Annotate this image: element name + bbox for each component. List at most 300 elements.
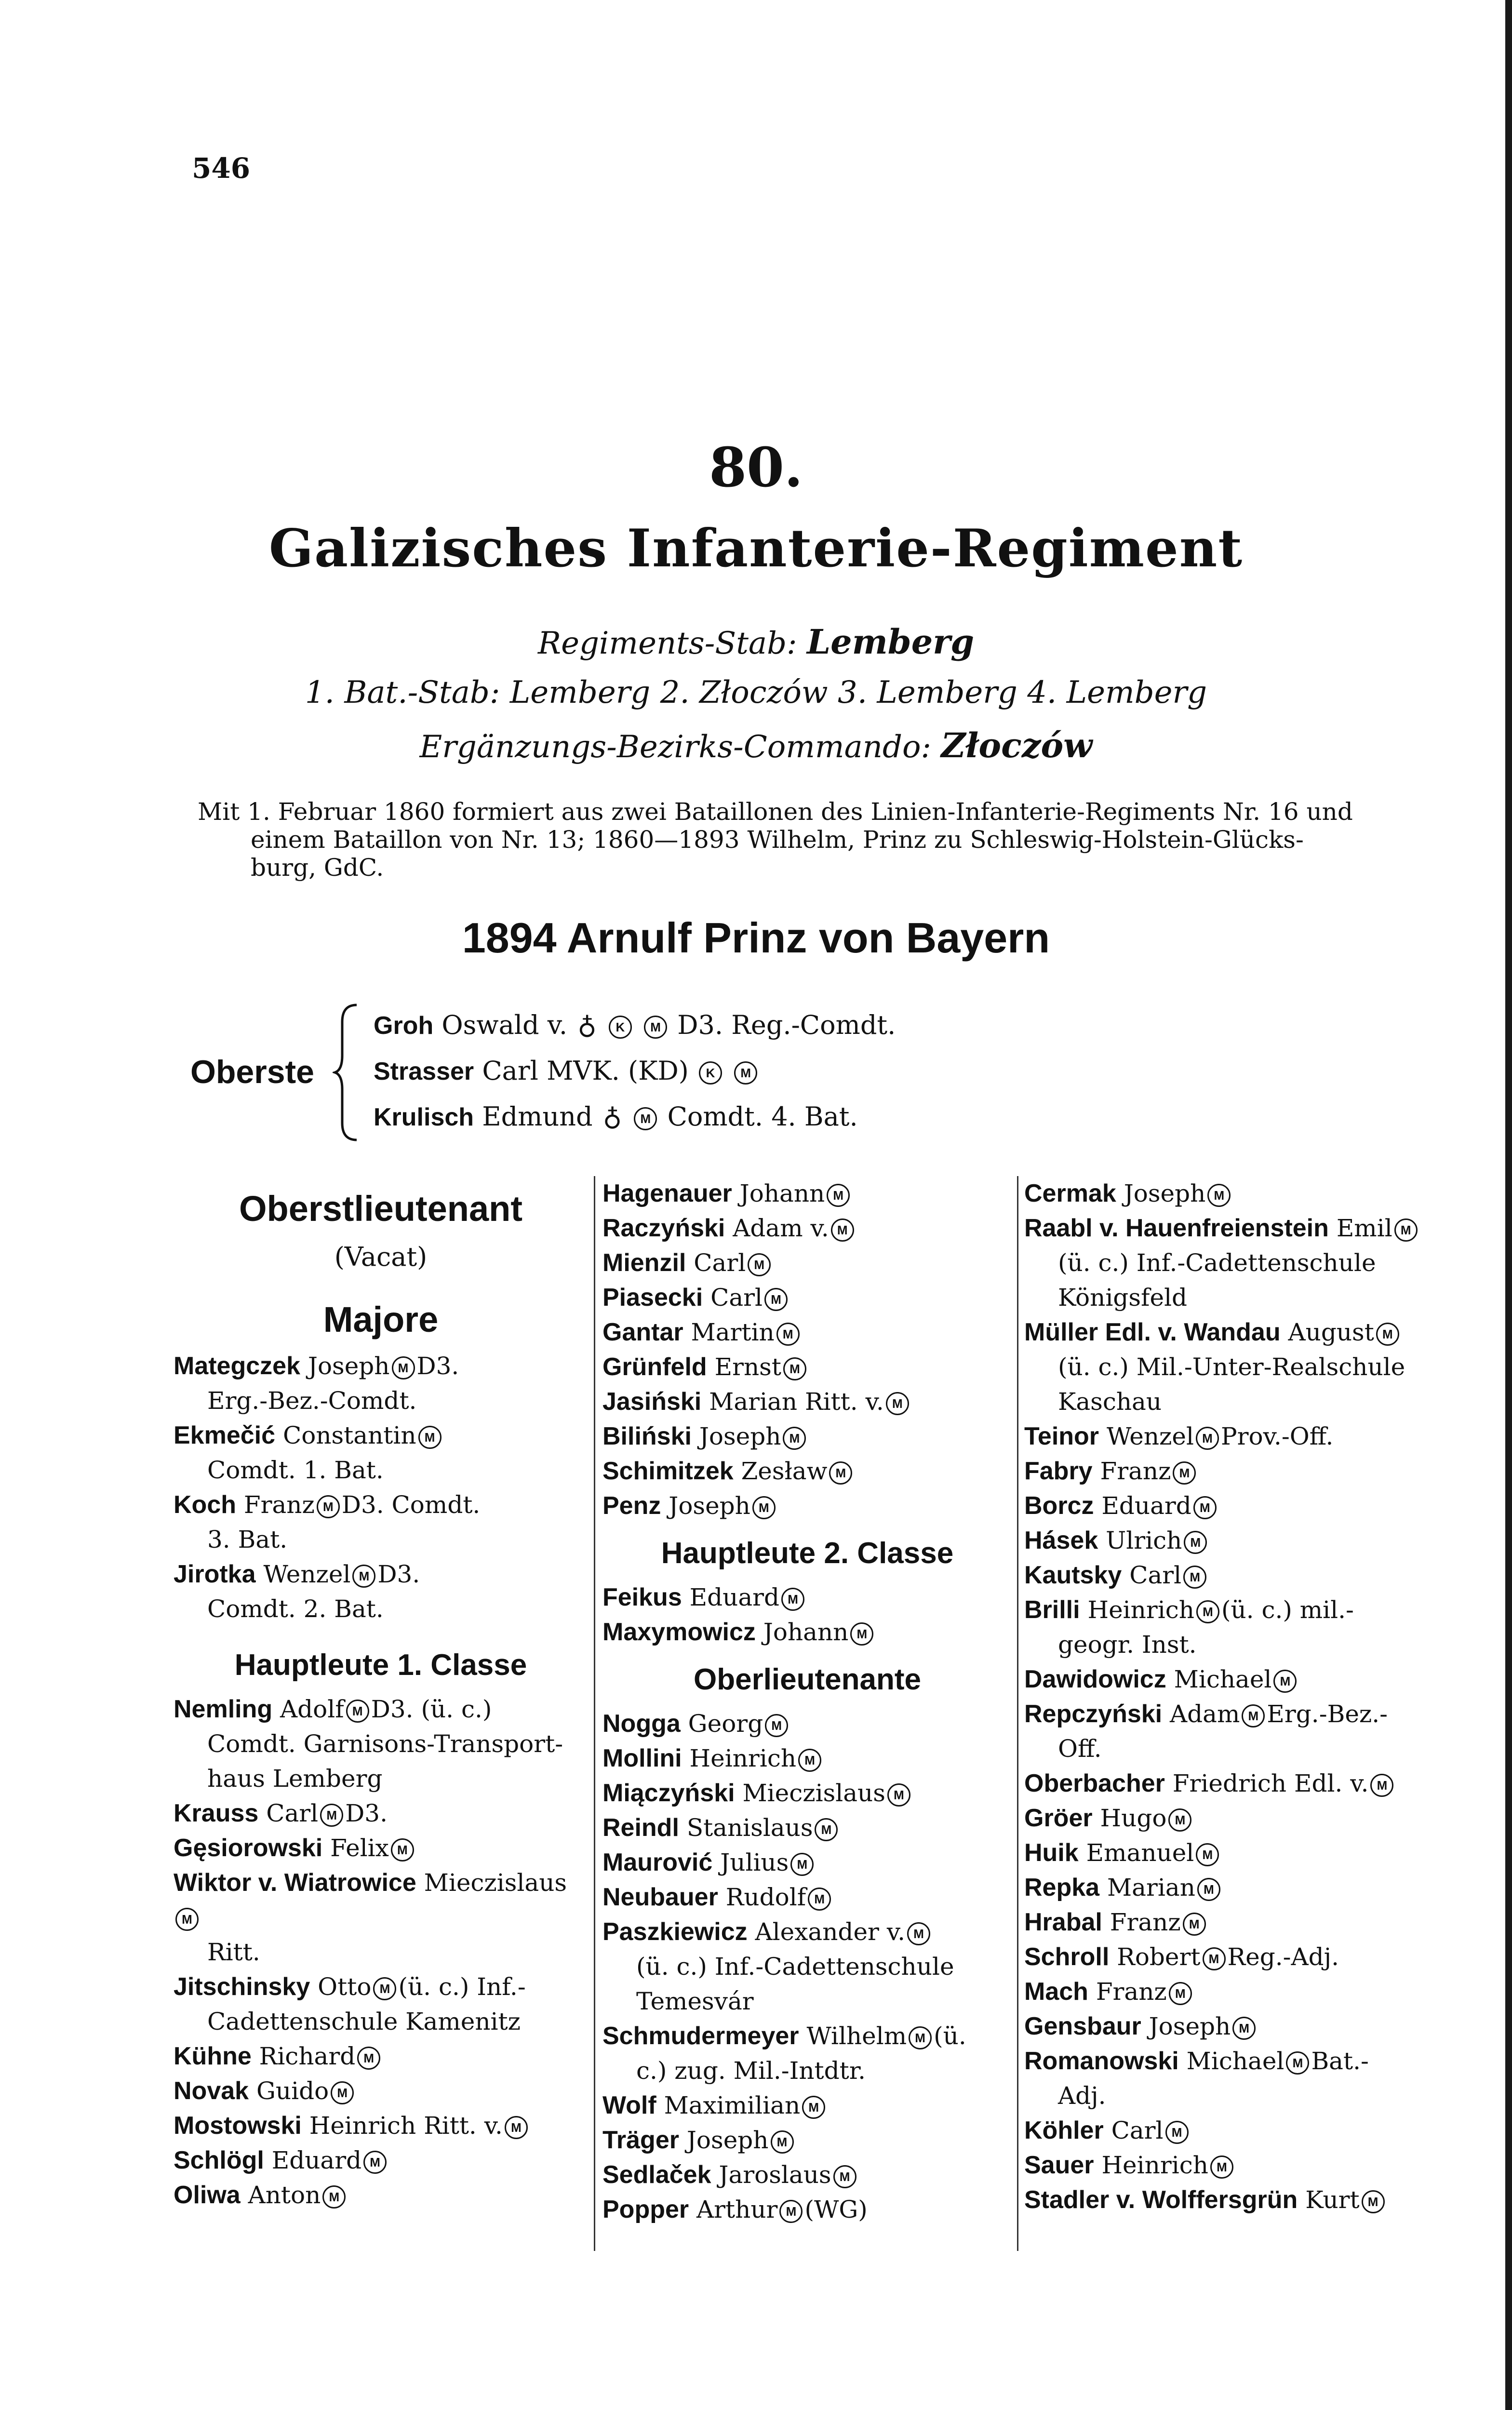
entry-name: Nemling <box>174 1695 273 1723</box>
m-icon: M <box>322 2185 346 2209</box>
list-item <box>1024 2182 1458 2217</box>
regiment-chief: 1894 Arnulf Prinz von Bayern <box>462 914 1050 962</box>
entry-name: Huik <box>1024 1839 1079 1867</box>
entry-given: Joseph <box>1124 1179 1206 1207</box>
entry-line <box>1024 1419 1458 1454</box>
list-item <box>1024 1593 1458 1662</box>
entry-given: Heinrich Ritt. v. <box>309 2112 503 2140</box>
entry-line <box>1024 1905 1458 1940</box>
list-item <box>1024 2148 1458 2182</box>
entry-name: Mollini <box>602 1744 682 1772</box>
m-icon: M <box>887 1783 910 1807</box>
entry-line <box>174 1865 588 1935</box>
entry-given: Hugo <box>1100 1804 1167 1832</box>
entry-line <box>602 1741 1012 1776</box>
entry-tail: Bat.- <box>1311 2047 1369 2075</box>
entry-line <box>602 1454 1012 1488</box>
entry-tail: D3. (ü. c.) <box>371 1695 492 1723</box>
entry-given: Carl <box>710 1284 763 1312</box>
list-item <box>602 1454 1012 1488</box>
entry-given: Otto <box>318 1973 372 2001</box>
list-item <box>602 1880 1012 1915</box>
entry-given: Emanuel <box>1086 1839 1194 1867</box>
column-divider <box>594 1176 595 2251</box>
majore-list <box>174 1349 588 1626</box>
entry-line <box>602 1315 1012 1350</box>
entry-given: Maximilian <box>664 2091 801 2119</box>
entry-name: Brilli <box>1024 1596 1080 1624</box>
m-icon: M <box>1232 2017 1256 2040</box>
entry-given: Heinrich <box>689 1744 797 1772</box>
entry-line <box>1024 1870 1458 1905</box>
entry-tail: (WG) <box>804 2196 868 2223</box>
entry-line <box>602 1880 1012 1915</box>
entry-name: Sauer <box>1024 2151 1094 2179</box>
entry-name: Krauss <box>174 1799 259 1827</box>
m-icon: M <box>764 1288 788 1311</box>
entry-continuation: Königsfeld <box>1058 1284 1188 1312</box>
entry-name: Hagenauer <box>602 1179 732 1207</box>
entry-tail: D3. <box>377 1560 420 1588</box>
list-item <box>174 1487 588 1557</box>
m-icon: M <box>373 1977 396 2000</box>
entry-given: August <box>1288 1318 1374 1346</box>
entry-line <box>1024 2009 1458 2044</box>
entry-continuation: Off. <box>1058 1735 1102 1763</box>
list-item <box>1024 1974 1458 2009</box>
entry-given: Georg <box>688 1710 763 1738</box>
list-item <box>602 1845 1012 1880</box>
oberste-name: Strasser <box>374 1058 474 1085</box>
list-item <box>1024 1419 1458 1454</box>
entry-line <box>174 1349 588 1383</box>
entry-given: Heinrich <box>1101 2151 1208 2179</box>
entry-line <box>1024 2044 1458 2078</box>
entry-given: Friedrich Edl. v. <box>1172 1769 1369 1797</box>
list-item <box>174 1831 588 1865</box>
list-item <box>602 2123 1012 2157</box>
entry-name: Oberbacher <box>1024 1769 1165 1797</box>
m-icon: M <box>392 1356 415 1379</box>
battalions-line: 1. Bat.-Stab: Lemberg 2. Złoczów 3. Lemberg 4. Lemberg <box>305 675 1207 710</box>
entry-name: Mategczek <box>174 1352 300 1380</box>
entry-given: Joseph <box>669 1492 750 1520</box>
k-icon: K <box>699 1061 722 1084</box>
list-item <box>602 1615 1012 1649</box>
entry-name: Repczyński <box>1024 1700 1163 1728</box>
m-icon: M <box>1197 1878 1220 1901</box>
entry-continuation: c.) zug. Mil.-Intdtr. <box>636 2057 866 2085</box>
entry-tail: Erg.-Bez.- <box>1267 1700 1388 1728</box>
entry-name: Müller Edl. v. Wandau <box>1024 1318 1281 1346</box>
entry-name: Köhler <box>1024 2116 1104 2144</box>
list-item <box>174 1418 588 1487</box>
entry-given: Adam v. <box>733 1214 829 1242</box>
entry-name: Mostowski <box>174 2112 302 2140</box>
m-icon: M <box>1376 1323 1399 1346</box>
m-icon: M <box>909 2026 932 2049</box>
list-item <box>602 1488 1012 1523</box>
entry-given: Ulrich <box>1106 1526 1182 1554</box>
m-icon: M <box>1242 1704 1265 1727</box>
oberste-tail: D3. Reg.-Comdt. <box>677 1010 896 1040</box>
m-icon: M <box>752 1496 776 1519</box>
list-item <box>1024 1558 1458 1593</box>
entry-line <box>602 1580 1012 1615</box>
m-icon: M <box>815 1818 838 1841</box>
entry-name: Penz <box>602 1492 661 1520</box>
entry-given: Emil <box>1336 1214 1392 1242</box>
entry-line <box>602 1211 1012 1245</box>
list-item <box>602 1280 1012 1315</box>
entry-tail: D3. Comdt. <box>341 1491 481 1519</box>
entry-continuation: Comdt. 1. Bat. <box>207 1456 384 1484</box>
entry-line <box>174 1796 588 1831</box>
entry-name: Fabry <box>1024 1457 1093 1485</box>
entry-name: Gröer <box>1024 1804 1093 1832</box>
entry-name: Reindl <box>602 1814 679 1842</box>
entry-line <box>1024 2113 1458 2148</box>
entry-name: Hrabal <box>1024 1908 1102 1936</box>
entry-name: Maxymowicz <box>602 1618 756 1646</box>
m-icon: M <box>175 1908 199 1931</box>
entry-name: Dawidowicz <box>1024 1665 1166 1693</box>
list-item <box>174 2108 588 2143</box>
entry-given: Johann <box>739 1179 825 1207</box>
oberste-name: Groh <box>374 1012 434 1040</box>
entry-continuation: geogr. Inst. <box>1058 1631 1197 1659</box>
hauptleute2-list <box>602 1580 1012 1649</box>
m-icon: M <box>1165 2121 1189 2144</box>
oberste-name: Krulisch <box>374 1103 474 1131</box>
entry-name: Paszkiewicz <box>602 1918 748 1946</box>
list-item <box>1024 1697 1458 1766</box>
list-item <box>602 1315 1012 1350</box>
entry-given: Mieczislaus <box>424 1869 567 1897</box>
entry-continuation: Adj. <box>1058 2082 1106 2110</box>
entry-continuation: Comdt. 2. Bat. <box>207 1595 384 1623</box>
entry-given: Joseph <box>699 1422 781 1450</box>
list-item <box>174 1865 588 1969</box>
staff-label: Regiments-Stab: <box>537 626 797 661</box>
entry-line <box>602 1384 1012 1419</box>
list-item <box>174 1796 588 1831</box>
entry-name: Repka <box>1024 1874 1100 1901</box>
entry-line <box>174 1969 588 2004</box>
entry-line <box>602 1280 1012 1315</box>
m-icon: M <box>798 1749 821 1772</box>
m-icon: M <box>802 2096 825 2119</box>
entry-line <box>174 1418 588 1453</box>
m-icon: M <box>1173 1461 1196 1485</box>
entry-line <box>602 1915 1012 1949</box>
col2-top-list <box>602 1176 1012 1523</box>
entry-continuation: haus Lemberg <box>207 1765 383 1793</box>
entry-line <box>1024 1801 1458 1835</box>
entry-given: Marian <box>1107 1874 1195 1901</box>
entry-name: Ekmečić <box>174 1421 276 1449</box>
entry-name: Gantar <box>602 1318 683 1346</box>
oberste-given: Edmund <box>482 1101 593 1132</box>
entry-line <box>602 1488 1012 1523</box>
entry-line <box>602 1845 1012 1880</box>
entry-line <box>1024 1766 1458 1801</box>
entry-line <box>602 1615 1012 1649</box>
entry-line <box>174 2039 588 2074</box>
entry-name: Jitschinsky <box>174 1973 310 2001</box>
list-item <box>174 2143 588 2178</box>
m-icon: M <box>352 1565 375 1588</box>
hauptleute1-heading: Hauptleute 1. Classe <box>234 1648 527 1682</box>
entry-given: Michael <box>1186 2047 1285 2075</box>
k-icon: K <box>609 1016 632 1039</box>
list-item <box>174 2039 588 2074</box>
entry-name: Kühne <box>174 2042 252 2070</box>
entry-name: Grünfeld <box>602 1353 707 1381</box>
vacat-note: (Vacat) <box>334 1242 428 1272</box>
oberstlieutenant-heading: Oberstlieutenant <box>239 1189 522 1229</box>
entry-name: Popper <box>602 2196 689 2223</box>
m-icon: M <box>1193 1496 1217 1519</box>
entry-name: Nogga <box>602 1710 681 1738</box>
list-item <box>602 1384 1012 1419</box>
entry-name: Wolf <box>602 2091 656 2119</box>
m-icon: M <box>505 2116 528 2139</box>
entry-line <box>1024 1697 1458 1731</box>
oberste-row <box>374 1048 896 1094</box>
majore-heading: Majore <box>323 1299 439 1339</box>
entry-continuation: 3. Bat. <box>207 1526 288 1553</box>
oberste-list <box>374 1003 896 1140</box>
entry-given: Heinrich <box>1087 1596 1194 1624</box>
list-item <box>1024 1662 1458 1697</box>
entry-name: Gęsiorowski <box>174 1834 323 1862</box>
entry-given: Martin <box>691 1318 775 1346</box>
staff-place: Lemberg <box>806 622 975 662</box>
entry-continuation: (ü. c.) Mil.-Unter-Realschule <box>1058 1353 1405 1381</box>
cross-icon: ♁ <box>602 1101 622 1132</box>
list-item <box>1024 1801 1458 1835</box>
entry-line <box>1024 1940 1458 1974</box>
entry-name: Jirotka <box>174 1560 256 1588</box>
list-item <box>1024 1835 1458 1870</box>
list-item <box>1024 2009 1458 2044</box>
m-icon: M <box>907 1922 930 1945</box>
list-item <box>602 2157 1012 2192</box>
entry-name: Schlögl <box>174 2146 264 2174</box>
entry-line <box>602 1350 1012 1384</box>
entry-name: Mienzil <box>602 1249 686 1277</box>
entry-given: Marian Ritt. v. <box>709 1388 884 1416</box>
entry-given: Kurt <box>1305 2186 1360 2214</box>
entry-continuation: Temesvár <box>636 1987 754 2015</box>
entry-tail: (ü. c.) Inf.- <box>398 1973 526 2001</box>
entry-given: Franz <box>243 1491 315 1519</box>
entry-given: Julius <box>720 1848 789 1876</box>
entry-name: Teinor <box>1024 1422 1099 1450</box>
entry-given: Eduard <box>271 2146 362 2174</box>
list-item <box>174 1557 588 1626</box>
entry-name: Neubauer <box>602 1883 718 1911</box>
entry-name: Feikus <box>602 1583 682 1611</box>
entry-given: Adolf <box>280 1695 344 1723</box>
entry-tail: Prov.-Off. <box>1220 1422 1334 1450</box>
list-item <box>602 2088 1012 2123</box>
entry-line <box>174 1487 588 1522</box>
entry-line <box>1024 1315 1458 1350</box>
m-icon: M <box>790 1853 814 1876</box>
entry-line <box>1024 1593 1458 1627</box>
entry-name: Romanowski <box>1024 2047 1179 2075</box>
m-icon: M <box>886 1392 909 1415</box>
entry-given: Ernst <box>714 1353 781 1381</box>
entry-given: Mieczislaus <box>742 1779 885 1807</box>
entry-given: Zesław <box>741 1457 828 1485</box>
entry-given: Joseph <box>1149 2012 1231 2040</box>
entry-name: Novak <box>174 2077 249 2105</box>
m-icon: M <box>771 2130 794 2154</box>
m-icon: M <box>1169 1982 1192 2005</box>
m-icon: M <box>1168 1808 1191 1832</box>
entry-given: Jaroslaus <box>719 2161 831 2189</box>
list-item <box>602 1350 1012 1384</box>
entry-continuation: Comdt. Garnisons-Transport- <box>207 1730 563 1758</box>
list-item <box>174 1349 588 1418</box>
entry-line <box>602 1706 1012 1741</box>
entry-name: Oliwa <box>174 2181 241 2209</box>
entry-line <box>602 2192 1012 2227</box>
m-icon: M <box>781 1588 804 1611</box>
intro-line-2: einem Bataillon von Nr. 13; 1860—1893 Wilhelm, Prinz zu Schleswig-Holstein-Glücks- <box>251 826 1304 854</box>
m-icon: M <box>1196 1600 1219 1623</box>
entry-tail: (ü. c.) mil.- <box>1221 1596 1354 1624</box>
m-icon: M <box>1210 2156 1233 2179</box>
m-icon: M <box>831 1218 854 1242</box>
entry-continuation: (ü. c.) Inf.-Cadettenschule <box>636 1953 954 1981</box>
m-icon: M <box>346 1700 369 1723</box>
m-icon: M <box>783 1357 806 1380</box>
m-icon: M <box>1370 1774 1393 1797</box>
brace-icon <box>333 1003 361 1142</box>
entry-line <box>1024 1662 1458 1697</box>
list-item <box>174 2074 588 2108</box>
list-item <box>1024 1766 1458 1801</box>
entry-name: Jasiński <box>602 1388 702 1416</box>
m-icon: M <box>1286 2051 1309 2075</box>
entry-given: Carl <box>694 1249 746 1277</box>
entry-continuation: Kaschau <box>1058 1388 1162 1416</box>
m-icon: M <box>833 2165 856 2188</box>
oberlieutenante-heading: Oberlieutenante <box>694 1663 921 1696</box>
entry-line <box>602 2123 1012 2157</box>
m-icon: M <box>1196 1843 1219 1866</box>
entry-line <box>602 1176 1012 1211</box>
list-item <box>602 1776 1012 1810</box>
list-item <box>602 1580 1012 1615</box>
entry-line <box>602 1810 1012 1845</box>
hauptleute1-list <box>174 1692 588 2212</box>
regiment-number: 80. <box>709 436 803 499</box>
entry-given: Arthur <box>696 2196 778 2223</box>
ergaenzung-place: Złoczów <box>941 725 1093 765</box>
list-item <box>174 1692 588 1796</box>
list-item <box>1024 1454 1458 1488</box>
entry-continuation: Cadettenschule Kamenitz <box>207 2008 521 2035</box>
m-icon: M <box>1394 1218 1418 1242</box>
column-3 <box>1024 1176 1458 2217</box>
entry-given: Guido <box>256 2077 329 2105</box>
m-icon: M <box>1183 1913 1206 1936</box>
entry-line <box>174 2178 588 2212</box>
entry-given: Joseph <box>308 1352 390 1380</box>
entry-name: Piasecki <box>602 1284 703 1312</box>
entry-tail: D3. <box>416 1352 459 1380</box>
entry-name: Schroll <box>1024 1943 1110 1971</box>
entry-name: Wiktor v. Wiatrowice <box>174 1869 416 1897</box>
list-item <box>602 1706 1012 1741</box>
entry-given: Carl <box>1111 2116 1164 2144</box>
intro-paragraph <box>198 798 1441 882</box>
entry-given: Carl <box>1129 1561 1182 1589</box>
entry-name: Kautsky <box>1024 1561 1122 1589</box>
entry-name: Gensbaur <box>1024 2012 1141 2040</box>
entry-line <box>174 2143 588 2178</box>
entry-given: Michael <box>1174 1665 1272 1693</box>
m-icon: M <box>783 1427 806 1450</box>
entry-given: Wenzel <box>1106 1422 1194 1450</box>
column-2 <box>602 1176 1012 2227</box>
entry-given: Carl <box>266 1799 319 1827</box>
list-item <box>602 1211 1012 1245</box>
m-icon: M <box>808 1888 831 1911</box>
oberste-given: Carl MVK. (KD) <box>482 1056 689 1086</box>
entry-given: Stanislaus <box>686 1814 813 1842</box>
entry-line <box>602 2088 1012 2123</box>
m-icon: M <box>850 1622 873 1646</box>
list-item <box>602 1810 1012 1845</box>
m-icon: M <box>779 2200 803 2223</box>
m-icon: M <box>317 1495 340 1518</box>
entry-tail: (ü. <box>934 2022 966 2050</box>
entry-line <box>1024 2182 1458 2217</box>
entry-name: Schimitzek <box>602 1457 734 1485</box>
entry-line <box>1024 1176 1458 1211</box>
m-icon: M <box>765 1714 788 1737</box>
entry-given: Constantin <box>282 1421 416 1449</box>
m-icon: M <box>644 1016 667 1039</box>
list-item <box>1024 2044 1458 2113</box>
hauptleute2-heading: Hauptleute 2. Classe <box>661 1537 954 1570</box>
ergaenzung-label: Ergänzungs-Bezirks-Commando: <box>419 729 932 765</box>
entry-name: Mach <box>1024 1978 1088 2006</box>
entry-given: Wilhelm <box>806 2022 907 2050</box>
entry-line <box>1024 1488 1458 1523</box>
entry-given: Felix <box>330 1834 389 1862</box>
entry-given: Adam <box>1170 1700 1240 1728</box>
list-item <box>1024 1176 1458 1211</box>
entry-line <box>602 2157 1012 2192</box>
intro-line-3: burg, GdC. <box>251 854 384 882</box>
page-number: 546 <box>192 152 251 185</box>
entry-line <box>1024 1211 1458 1245</box>
m-icon: M <box>634 1107 657 1130</box>
list-item <box>602 1176 1012 1211</box>
list-item <box>1024 1211 1458 1315</box>
entry-line <box>1024 1974 1458 2009</box>
entry-given: Rudolf <box>725 1883 806 1911</box>
m-icon: M <box>734 1061 757 1084</box>
m-icon: M <box>1196 1427 1219 1450</box>
